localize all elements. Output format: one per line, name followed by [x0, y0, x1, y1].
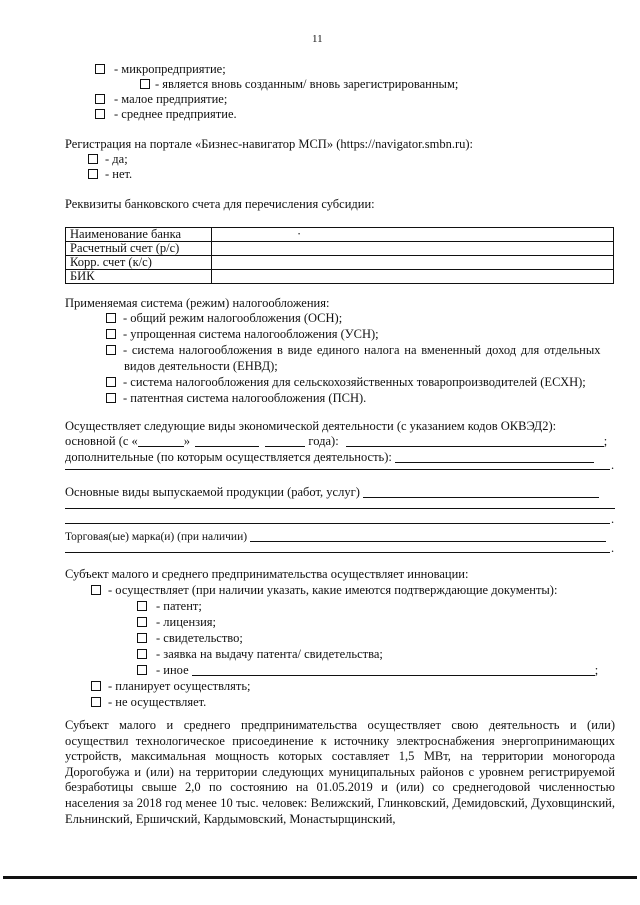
- checkbox-row-not: [91, 695, 206, 710]
- additional-activity-row: [65, 450, 594, 465]
- option-label: - планирует осуществлять;: [108, 679, 251, 693]
- table-row: [66, 270, 614, 284]
- checkbox-medium[interactable]: [95, 109, 105, 119]
- option-label-continued: видов деятельности (ЕНВД);: [124, 359, 278, 373]
- checkbox-row-small: [95, 92, 227, 107]
- checkbox-row-portal-no: [88, 167, 132, 182]
- account-label: Расчетный счет (р/с): [66, 242, 212, 256]
- checkbox-innovation-performs[interactable]: [91, 585, 101, 595]
- year-label: года):: [308, 434, 339, 448]
- additional-activity-label: дополнительные (по которым осуществляется деятельность):: [65, 450, 392, 464]
- option-label: - общий режим налогообложения (ОСН);: [123, 311, 343, 325]
- products-label: Основные виды выпускаемой продукции (работ, услуг): [65, 485, 360, 499]
- bank-name-field[interactable]: [212, 228, 614, 242]
- trademark-field[interactable]: [250, 530, 606, 542]
- checkbox-row-micro: [95, 62, 226, 77]
- bank-details-table: [65, 227, 614, 284]
- trademark-label: Торговая(ые) марка(и) (при наличии): [65, 531, 248, 543]
- checkbox-row-new: [140, 77, 458, 92]
- body-paragraph: Субъект малого и среднего предпринимательства осуществляет свою деятельность и (или) осуществил технологическое присоединение к источнику электроснабжения энергопринимающих устройств, максимальная мощность которых составляет 1,5 МВт, на территории моногорода Дорогобужа и (или) на территории следующих муниципальных районов с уровнем регистрируемой безработицы свыше 2,0 по состоянию на 01.05.2019 и (или) со среднегодовой численностью населения за 2018 год менее 10 тыс. человек: Велижский, Глинковский, Демидовский, Духовщинский, Ельнинский, Ершичский, Кардымовский, Монастырщинский,: [65, 718, 615, 826]
- checkbox-row-usn: [106, 327, 379, 342]
- products-line-3[interactable]: [65, 523, 610, 524]
- checkbox-row-eshn: [106, 375, 586, 390]
- account-field[interactable]: [212, 242, 614, 256]
- option-label: - да;: [105, 152, 128, 166]
- additional-activity-field[interactable]: [395, 451, 594, 463]
- portal-label: Регистрация на портале «Бизнес-навигатор МСП» (https://navigator.smbn.ru):: [65, 137, 474, 151]
- checkbox-micro[interactable]: [95, 64, 105, 74]
- checkbox-row-license: [137, 615, 216, 630]
- checkbox-plans[interactable]: [91, 681, 101, 691]
- period-mark: .: [611, 512, 615, 526]
- checkbox-row-application: [137, 647, 383, 662]
- checkbox-row-certificate: [137, 631, 243, 646]
- checkbox-portal-no[interactable]: [88, 169, 98, 179]
- checkbox-row-psn: [106, 391, 366, 406]
- checkbox-license[interactable]: [137, 617, 147, 627]
- option-label: - микропредприятие;: [114, 62, 226, 76]
- tax-heading: Применяемая система (режим) налогообложения:: [65, 296, 330, 310]
- option-label: - малое предприятие;: [114, 92, 228, 106]
- products-line-2[interactable]: [65, 508, 615, 509]
- main-activity-label: основной (с «: [65, 434, 138, 448]
- page-bottom-rule: [3, 876, 637, 879]
- option-label: - среднее предприятие.: [114, 107, 237, 121]
- bik-label: БИК: [66, 270, 212, 284]
- bik-field[interactable]: [212, 270, 614, 284]
- main-activity-row: [65, 434, 607, 449]
- corr-account-label: Корр. счет (к/с): [66, 256, 212, 270]
- innovation-heading: Субъект малого и среднего предпринимательства осуществляет инновации:: [65, 567, 469, 581]
- checkbox-certificate[interactable]: [137, 633, 147, 643]
- main-activity-field[interactable]: [346, 435, 604, 447]
- checkbox-patent[interactable]: [137, 601, 147, 611]
- checkbox-portal-yes[interactable]: [88, 154, 98, 164]
- checkbox-psn[interactable]: [106, 393, 116, 403]
- checkbox-row-innovation-performs: [91, 583, 557, 598]
- option-label: - лицензия;: [156, 615, 216, 629]
- trademark-row: [65, 530, 606, 545]
- option-label: - патентная система налогообложения (ПСН).: [123, 391, 367, 405]
- other-field[interactable]: [192, 664, 595, 676]
- period-mark: .: [611, 458, 615, 472]
- page-number: 11: [312, 33, 323, 45]
- checkbox-row-osn: [106, 311, 342, 326]
- table-row: [66, 228, 614, 242]
- products-field[interactable]: [363, 486, 599, 498]
- trademark-line-2[interactable]: [65, 552, 610, 553]
- stray-mark: ·: [297, 227, 302, 241]
- option-label: - иное: [156, 663, 189, 677]
- option-label: - упрощенная система налогообложения (УСН);: [123, 327, 379, 341]
- period-mark: .: [611, 541, 615, 555]
- checkbox-osn[interactable]: [106, 313, 116, 323]
- start-day-field[interactable]: [138, 435, 184, 447]
- checkbox-row-envd: [106, 343, 601, 358]
- products-row: [65, 485, 599, 500]
- checkbox-row-plans: [91, 679, 251, 694]
- option-label: - нет.: [105, 167, 133, 181]
- option-label: - осуществляет (при наличии указать, какие имеются подтверждающие документы):: [108, 583, 558, 597]
- start-month-field[interactable]: [195, 435, 259, 447]
- semicolon: ;: [603, 434, 608, 448]
- option-label: - система налогообложения в виде единого налога на вмененный доход для отдельных: [123, 343, 601, 357]
- option-label: - патент;: [156, 599, 202, 613]
- checkbox-not[interactable]: [91, 697, 101, 707]
- start-year-field[interactable]: [265, 435, 305, 447]
- table-row: [66, 256, 614, 270]
- checkbox-newly-registered[interactable]: [140, 79, 150, 89]
- option-label: - свидетельство;: [156, 631, 243, 645]
- checkbox-row-medium: [95, 107, 237, 122]
- activity-heading: Осуществляет следующие виды экономической деятельности (с указанием кодов ОКВЭД2):: [65, 419, 557, 433]
- checkbox-envd[interactable]: [106, 345, 116, 355]
- checkbox-small[interactable]: [95, 94, 105, 104]
- checkbox-row-other: [137, 663, 598, 678]
- quote-mark: »: [183, 434, 191, 448]
- checkbox-row-portal-yes: [88, 152, 128, 167]
- option-label: - не осуществляет.: [108, 695, 207, 709]
- checkbox-eshn[interactable]: [106, 377, 116, 387]
- bank-name-label: Наименование банка: [66, 228, 212, 242]
- table-row: [66, 242, 614, 256]
- option-label: - заявка на выдачу патента/ свидетельства;: [156, 647, 383, 661]
- checkbox-row-patent: [137, 599, 202, 614]
- checkbox-usn[interactable]: [106, 329, 116, 339]
- option-label: - является вновь созданным/ вновь зарегистрированным;: [155, 77, 459, 91]
- checkbox-application[interactable]: [137, 649, 147, 659]
- additional-activity-line[interactable]: [65, 469, 610, 470]
- checkbox-other[interactable]: [137, 665, 147, 675]
- corr-account-field[interactable]: [212, 256, 614, 270]
- semicolon: ;: [594, 663, 599, 677]
- bank-heading: Реквизиты банковского счета для перечисления субсидии:: [65, 197, 375, 211]
- option-label: - система налогообложения для сельскохозяйственных товаропроизводителей (ЕСХН);: [123, 375, 586, 389]
